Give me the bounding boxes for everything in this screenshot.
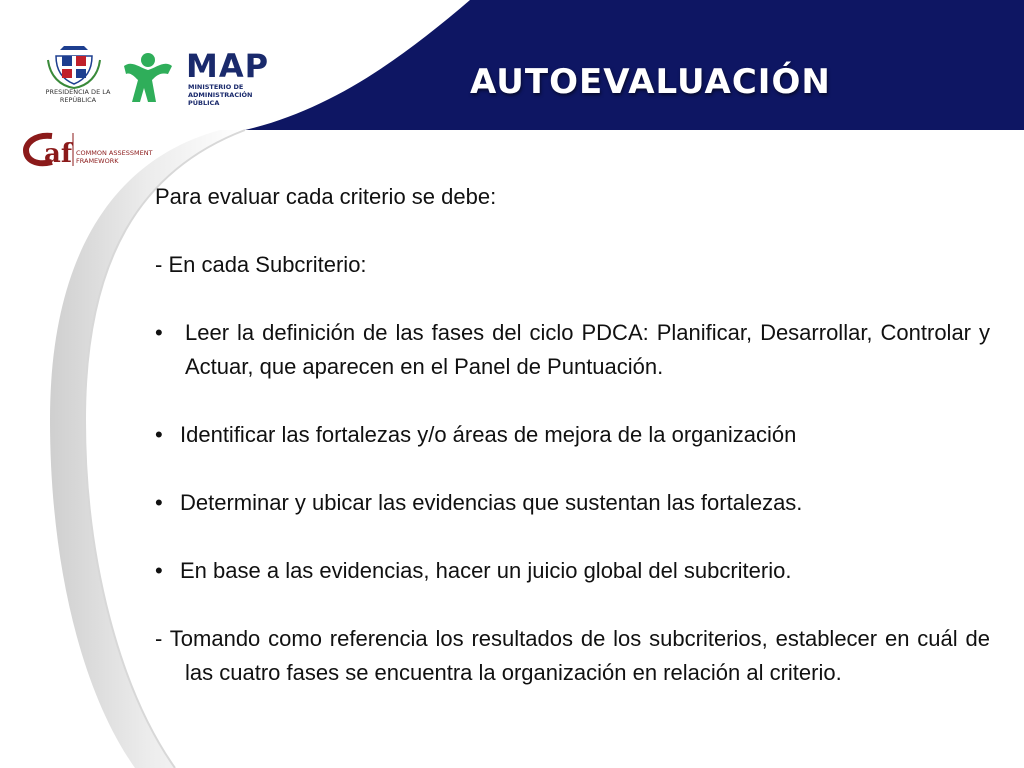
map-logo-subtitle: MINISTERIO DE ADMINISTRACIÓN PÚBLICA [188,83,253,107]
closing-text: - Tomando como referencia los resultados de los subcriterios, establecer en cuál de las cuatro fases se encuentra la organización en relación al criterio. [155,626,990,685]
bullet-icon: • [155,558,163,583]
bullet-text: Identificar las fortalezas y/o áreas de mejora de la organización [180,422,797,447]
bullet-icon: • [155,422,163,447]
slide-title: AUTOEVALUACIÓN [470,62,831,102]
list-item [155,486,990,520]
bullet-text: En base a las evidencias, hacer un juicio global del subcriterio. [180,558,792,583]
map-logo-icon [124,53,172,102]
bullet-icon: • [155,320,163,345]
presidencia-label: PRESIDENCIA DE LA REPÚBLICA [45,88,111,104]
intro-text: Para evaluar cada criterio se debe: [155,184,497,209]
bullet-text: Leer la definición de las fases del ciclo PDCA: Planificar, Desarrollar, Controlar y Actuar, que aparecen en el Panel de Puntuación. [185,320,990,379]
list-item [155,418,990,452]
svg-text:af: af [44,139,73,169]
subcriterio-heading: - En cada Subcriterio: [155,252,367,277]
bullet-text: Determinar y ubicar las evidencias que sustentan las fortalezas. [180,490,803,515]
list-item [155,316,990,384]
presidencia-seal-icon [48,46,100,88]
map-logo-word: MAP [186,47,270,85]
slide-body [155,180,990,690]
bullet-icon: • [155,490,163,515]
caf-logo-icon [26,133,74,169]
list-item [155,554,990,588]
caf-logo-subtitle: COMMON ASSESSMENT FRAMEWORK [76,149,153,165]
